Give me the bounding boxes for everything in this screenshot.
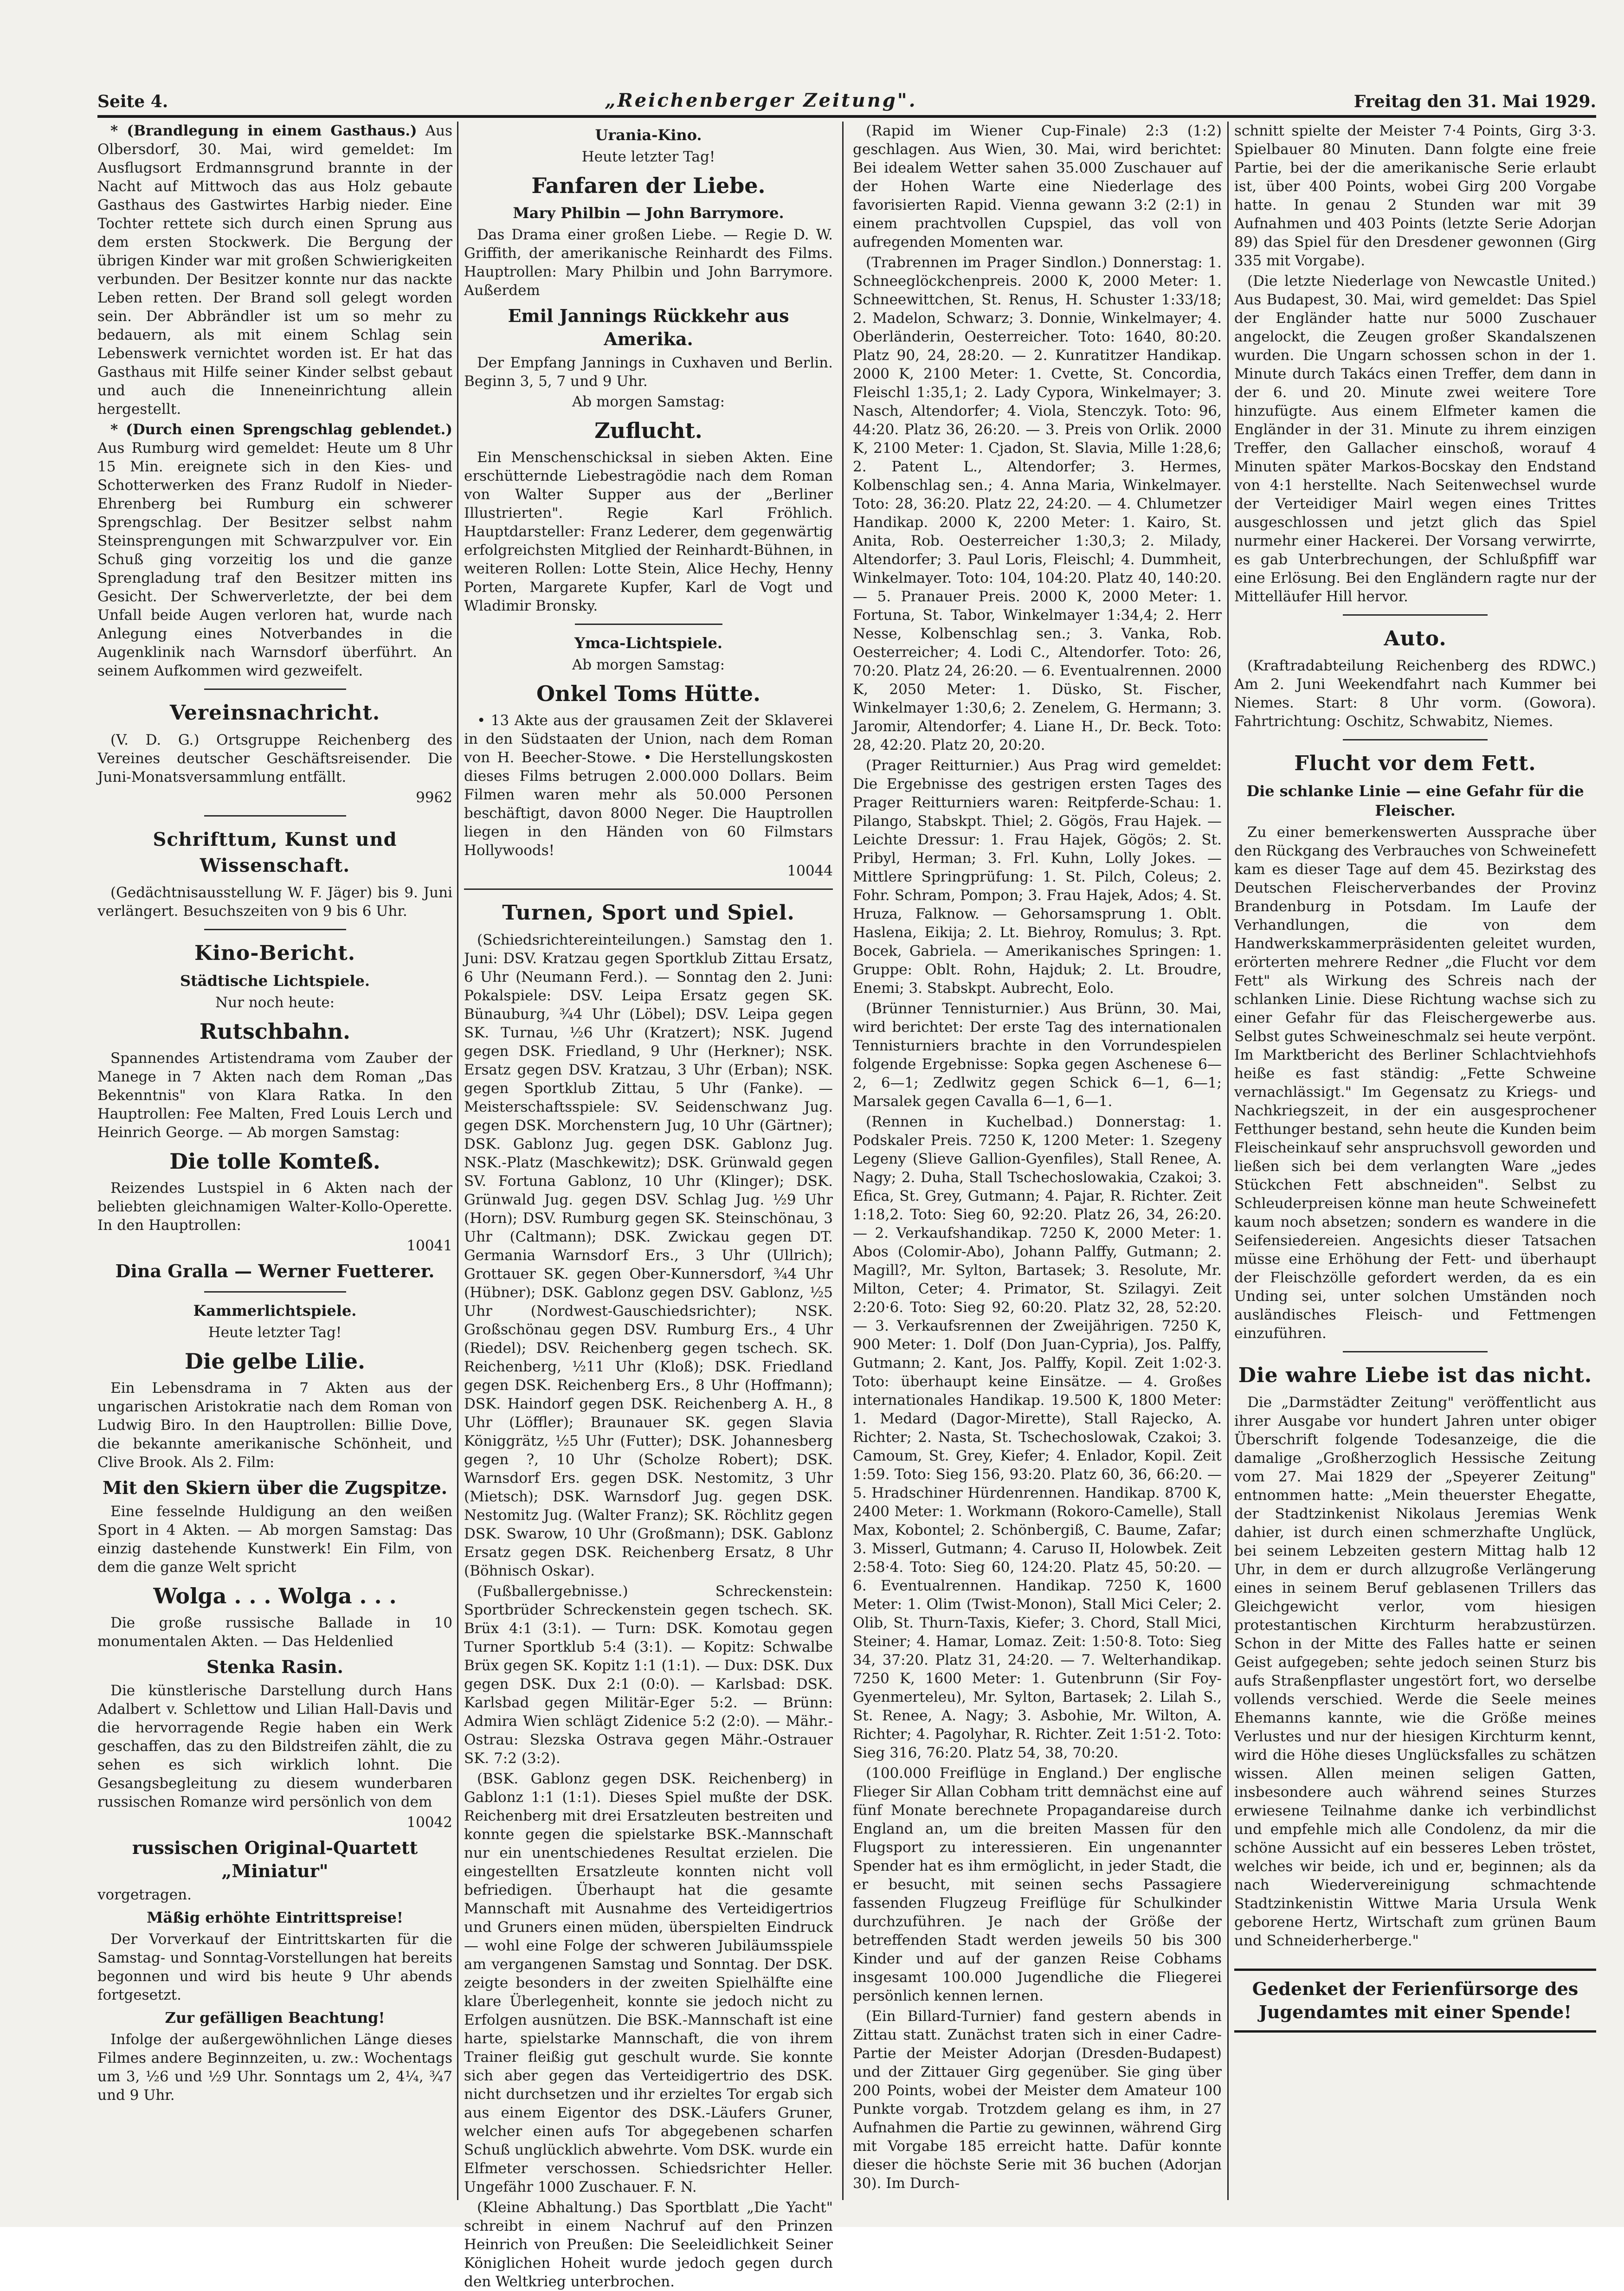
notice: Ab morgen Samstag: xyxy=(572,393,725,410)
film-title: Die gelbe Lilie. xyxy=(184,1349,366,1374)
section-heading-kino: Kino-Bericht. xyxy=(194,941,356,965)
article-kuchelbad: (Rennen in Kuchelbad.) Donnerstag: 1. Podskaler Preis. 7250 K, 1200 Meter: 1. Szegeny Legeny (Slieve Gallion-Gyenfiles), Stall Renee, A. Nagy; 2. Duha, Stall Tschechoslowakia, Czakoi; 3. Efica, St. Grey, Gutmann; 4. Pajar, R. Richter. Zeit 1:18,2. Toto: Sieg 60, 92:20. Platz 26, 34, 26:20. — 2. Verkaufshandikap. 7250 K, 2000 Meter: 1. Abos (Colomir-Abo), Johann Palffy, Gutmann; 2. Magill?, Mr. Sylton, Bartasek; 3. Resolute, Mr. Milton, Ceter; 4. Primator, St. Szilagyi. Zeit 2:20·6. Toto: Sieg 92, 60:20. Platz 32, 28, 52:20. — 3. Verkaufsrennen der Zweijährigen. 7250 K, 900 Meter: 1. Dolf (Don Juan-Cypria), Jos. Palffy, Gutmann; 2. Kant, Jos. Palffy, Kopil. Zeit 1:02·3. Toto: überhaupt keine Einsätze. — 4. Großes internationales Handikap. 19.500 K, 1800 Meter: 1. Medard (Dagor-Mirette), Stall Rajecko, A. Richter; 2. Nasta, St. Tschechoslowak, Czakoi; 3. Camoum, St. Grey, Kiefer; 4. Enlador, Kopil. Zeit 1:59. Toto: Sieg 156, 93:20. Platz 60, 36, 66:20. — 5. Hradschiner Hürdenrennen. Handikap. 8700 K, 2400 Meter: 1. Workmann (Rokoro-Camelle), Stall Max, Kobontel; 2. Schönbergiß, C. Baume, Zafar; 3. Misserl, Gutmann; 4. Caruso II, Holowbek. Zeit 2:58·4. Toto: Sieg 60, 124:20. Platz 45, 50:20. — 6. Eventualrennen. Handikap. 7250 K, 1600 Meter: 1. Olim (Twist-Monon), Stall Mici Celer; 2. Olib, St. Thurn-Taxis, Kiefer; 3. Chord, Stall Mici, Steiner; 4. Hamar, Lomaz. Zeit: 1:50·8. Toto: Sieg 34, 37:20. Platz 31, 24:20. — 7. Welterhandikap. 7250 K, 1600 Meter: 1. Gutenbrunn (Sir Foy-Gyenmerteleu), Mr. Sylton, Bartasek; 2. Lilah S., St. Renee, A. Nagy; 3. Asbohie, Mr. Wilton, A. Richter; 4. Pagolyhar, R. Richter. Zeit 1:51·2. Toto: Sieg 316, 76:20. Platz 54, 38, 70:20. xyxy=(853,1113,1222,1761)
film-description: Der Empfang Jannings in Cuxhaven und Berlin. Beginn 3, 5, 7 und 9 Uhr. xyxy=(464,354,833,390)
article-reitturnier: (Prager Reitturnier.) Aus Prag wird gemeldet: Die Ergebnisse des gestrigen ersten Tages des Prager Reitturniers waren: Reitpferde-Schau: 1. Pilango, Stabskpt. Thiel; 2. Gögös, Frau Hajek. — Leichte Dressur: 1. Frau Hajek, Gögös; 2. St. Pribyl, Herman; 3. Frl. Kuhn, Lolly Jokes. — Mittlere Springprüfung: 1. St. Pilch, Coleus; 2. Fohr. Schram, Pompon; 3. Frau Hajek, Ados; 4. St. Hruza, Falknow. — Gehorsamsprung 1. Oblt. Haslena, Eikija; 2. Lt. Biehroy, Romulus; 3. Rpt. Bocek, Gabriela. — Amerikanisches Springen: 1. Gruppe: Oblt. Rohn, Hajduk; 2. Lt. Broudre, Enemi; 3. Stabskpt. Aubrecht, Eolo. xyxy=(853,757,1222,997)
ad-number: 9962 xyxy=(416,789,452,806)
film-description: Die große russische Ballade in 10 monumentalen Akten. — Das Heldenlied xyxy=(97,1615,452,1650)
showtimes-text: Infolge der außergewöhnlichen Länge dieses Filmes andere Beginnzeiten, u. zw.: Wochentags um 3, ½6 und ½9 Uhr. Sonntags um 2, 4¼, ¾7 und 9 Uhr. xyxy=(97,2031,452,2104)
article-kleine-abhaltung: (Kleine Abhaltung.) Das Sportblatt „Die Yacht" schreibt in einem Nachruf auf den Prinzen Heinrich von Preußen: Die Seeleidlichkeit Seiner Königlichen Hoheit wurde jedoch gegen durch den Weltkrieg unterbrochen. xyxy=(464,2199,833,2290)
film-description: Ein Lebensdrama in 7 Akten aus der ungarischen Aristokratie nach dem Roman von Ludwig Biro. In den Hauptrollen: Billie Dove, die bekannte amerikanische Schönheit, und Clive Brook. Als 2. Film: xyxy=(97,1380,452,1471)
section-heading-sport: Turnen, Sport und Spiel. xyxy=(502,901,795,925)
cinema-name: Kammerlichtspiele. xyxy=(193,1302,357,1319)
column-4 xyxy=(1234,122,1596,2200)
article-auto: (Kraftradabteilung Reichenberg des RDWC.) Am 2. Juni Weekendfahrt nach Kummer bei Niemes. Start: 8 Uhr vorm. (Gowora). Fahrtrichtung: Oschitz, Schwabitz, Niemes. xyxy=(1234,657,1596,730)
divider xyxy=(575,624,722,625)
film-title: Mit den Skiern über die Zugspitze. xyxy=(102,1477,448,1498)
article-billard: (Ein Billard-Turnier) fand gestern abends in Zittau statt. Zunächst traten sich in einer Cadre-Partie der Meister Adorjan (Dresden-Budapest) und der Zittauer Girg gegenüber. Sie ging über 200 Points, wobei der Meister dem Amateur 100 Punkte vorgab. Trotzdem gelang es ihm, in 27 Aufnahmen die Partie zu gewinnen, während Girg mit Vorgabe 185 erreicht hatte. Dafür konnte dieser die höchste Serie mit 36 buchen (Adorjan 30). Im Durch- xyxy=(853,2008,1222,2192)
column-rule xyxy=(842,122,844,2200)
issue-date: Freitag den 31. Mai 1929. xyxy=(1353,92,1596,111)
verein-text: (V. D. G.) Ortsgruppe Reichenberg des Vereines deutscher Geschäftsreisender. Die Juni-Monatsversammlung entfällt. xyxy=(97,732,452,785)
article-bsk-gablonz: (BSK. Gablonz gegen DSK. Reichenberg) in Gablonz 1:1 (1:1). Dieses Spiel mußte der DSK. Reichenberg mit drei Ersatzleuten bestreiten und konnte gegen die spielstarke BSK.-Mannschaft nur ein unentschiedenes Resultat erzielen. Die eingestellten Ersatzleute konnten nicht voll befriedigen. Überhaupt hat die gesamte Mannschaft mit Ausnahme des Verteidigertrios und Gruners einen müden, überspielten Eindruck — wohl eine Folge der schweren Jubiläumsspiele am vergangenen Samstag und Sonntag. Der DSK. zeigte besonders in der zweiten Spielhälfte eine klare Überlegenheit, konnte sie jedoch nicht zu Erfolgen ausnützen. Die BSK.-Mannschaft ist eine harte, spielstarke Mannschaft, die von ihrem Trainer fleißig gut geschult wurde. Sie konnte sich aber gegen das Verteidigertrio des DSK. nicht durchsetzen und ihr erzieltes Tor ergab sich aus einem Eigentor des DSK.-Läufers Gruner, welcher einen aufs Tor abgegebenen scharfen Schuß unglücklich abwehrte. Vom DSK. wurde ein Elfmeter verschossen. Schiedsrichter Heller. Ungefähr 1000 Zuschauer. F. N. xyxy=(464,1770,833,2195)
notice: Heute letzter Tag! xyxy=(581,148,715,165)
film-description: • 13 Akte aus der grausamen Zeit der Sklaverei in den Südstaaten der Union, nach dem Roman von H. Beecher-Stowe. • Die Herstellungskosten dieses Films betrugen 2.000.000 Dollars. Beim Filmen waren mehr als 50.000 Personen beschäftigt, davon 8000 Neger. Die Hauptrollen liegen in den Händen von 60 Filmstars Hollywoods! xyxy=(464,712,833,859)
cinema-name: Ymca-Lichtspiele. xyxy=(574,634,722,652)
ad-number: 10044 xyxy=(787,862,833,879)
divider xyxy=(1343,1351,1488,1352)
film-description: Spannendes Artistendrama vom Zauber der Manege in 7 Akten nach dem Roman „Das Bekenntnis" von Klara Ratka. In den Hauptrollen: Fee Malten, Fred Louis Lerch und Heinrich George. — Ab morgen Samstag: xyxy=(97,1050,452,1141)
article-flucht: Zu einer bemerkenswerten Aussprache über den Rückgang des Verbrauches von Schweinefett kam es dieser Tage auf dem 45. Bezirkstag des Deutschen Fleischerverbandes der Provinz Brandenburg in Potsdam. Im Laufe der Verhandlungen, die von dem Handwerkskammerpräsidenten geleitet wurden, erörterten mehrere Redner „die Flucht vor dem Fett" als Wirkung des Schreis nach der schlanken Linie. Diese Richtung wachse sich zu einer Gefahr für das Fleischergewerbe aus. Selbst gutes Schweineschmalz sei heute verpönt. Im Marktbericht des Berliner Schlachtviehhofs heiße es fast ständig: „Fette Schweine vernachlässigt." Im Gegensatz zu Kriegs- und Nachkriegszeit, in der ein ausgesprochener Fetthunger bestand, sehn heute die Kunden beim Fleischeinkauf sehr anspruchsvoll geworden und ließen sich bei dem verlangten Ware „jedes Stückchen Fett abschneiden". Selbst zu Schleuderpreisen könne man heute Schweinefett kaum noch absetzen; sondern es wandere in die Seifensiedereien. Angesichts dieser Tatsachen müsse eine Erhöhung der Fett- und überhaupt der Fleischzölle gefordert werden, da es ein Unding sei, unter solchen Umständen noch ausländisches Fleisch- und Fettmengen einzuführen. xyxy=(1234,824,1596,1342)
section-heading-schrifttum: Schrifttum, Kunst und Wissenschaft. xyxy=(153,829,397,876)
article-schiedsrichter: (Schiedsrichtereinteilungen.) Samstag den 1. Juni: DSV. Kratzau gegen Sportklub Zittau Ersatz, 6 Uhr (Neumann Ferd.). — Sonntag den 2. Juni: Pokalspiele: DSV. Leipa Ersatz gegen SK. Bünauburg, ¾4 Uhr (Löbel); DSV. Leipa gegen SK. Turnau, ½6 Uhr (Kratzert); NSK. Jugend gegen DSK. Friedland, 9 Uhr (Herkner); NSK. Ersatz gegen DSV. Kratzau, 3 Uhr (Erban); NSK. gegen Sportklub Zittau, 5 Uhr (Fanke). — Meisterschaftsspiele: SV. Seidenschwanz Jug. gegen DSK. Morchenstern Jug, 10 Uhr (Gärtner); DSK. Gablonz Jug. gegen DSK. Gablonz Jug. NSK.-Platz (Maschkewitz); DSK. Grünwald gegen SV. Fortuna Gablonz, 10 Uhr (Klinger); DSK. Grünwald Jug. gegen DSV. Schlag Jug. ½9 Uhr (Horn); DSV. Rumburg gegen SK. Steinschönau, 3 Uhr (Caltmann); DSK. Zwickau gegen DT. Germania Warnsdorf Ers., 3 Uhr (Ullrich); Grottauer SK. gegen Ober-Kunnersdorf, ¾4 Uhr (Hübner); DSK. Gablonz gegen DSV. Gablonz, ½5 Uhr (Nordwest-Gauschiedsrichter); NSK. Großschönau gegen DSV. Rumburg Ers., 4 Uhr (Riedel); DSV. Reichenberg gegen tschech. SK. Reichenberg, ½11 Uhr (Kloß); DSK. Friedland gegen DSK. Reichenberg Ers., 8 Uhr (Hoffmann); DSK. Haindorf gegen DSK. Reichenberg A. H., 8 Uhr (Löffler); Braunauer SK. gegen Slavia Königgrätz, ½5 Uhr (Futter); DSK. Johannesberg gegen ?, 10 Uhr (Scholze Robert); DSK. Warnsdorf Ers. gegen DSK. Nestomitz, 3 Uhr (Mietsch); DSK. Warnsdorf Jug. gegen DSK. Nestomitz Jug. (Walter Franz); SK. Röchlitz gegen DSK. Swarow, 10 Uhr (Großmann); DSK. Gablonz Ersatz gegen DSK. Reichenberg Ersatz, 8 Uhr (Böhnisch Oskar). xyxy=(464,932,833,1579)
film-title: Fanfaren der Liebe. xyxy=(531,173,766,198)
divider xyxy=(204,929,346,930)
article-tennis: (Brünner Tennisturnier.) Aus Brünn, 30. Mai, wird berichtet: Der erste Tag des internationalen Tennisturniers brachte in den Vorrundespielen folgende Ergebnisse: Sopka gegen Aschenese 6—2, 6—1; Zedlwitz gegen Schick 6—1, 6—1; Marsalek gegen Cavalla 6—1, 6—1. xyxy=(853,1000,1222,1110)
divider xyxy=(204,815,346,817)
film-description: Die künstlerische Darstellung durch Hans Adalbert v. Schlettow und Lilian Hall-Davis und die hervorragende Regie haben ein Werk geschaffen, das zu den Bildstreifen zählt, die zu sehen es sich wirklich lohnt. Die Gesangsbegleitung zu diesem wunderbaren russischen Romanze wird persönlich von dem xyxy=(97,1682,452,1810)
article-sprengschlag: * (Durch einen Sprengschlag geblendet.) Aus Rumburg wird gemeldet: Heute um 8 Uhr 15 Min. ereignete sich in den Kies- und Schotterwerken des Franz Rudolf in Nieder-Ehrenberg bei Rumburg ein schwerer Sprengschlag. Der Besitzer selbst nahm Steinsprengungen mit Schwarzpulver vor. Ein Schuß ging vorzeitig los und die ganze Sprengladung traf den Besitzer mitten ins Gesicht. Der Schwerverletzte, der bei dem Unfall beide Augen verloren hat, wurde nach Anlegung eines Notverbandes in die Augenklinik nach Warnsdorf überführt. An seinem Aufkommen wird gezweifelt. xyxy=(97,421,452,679)
divider xyxy=(1343,739,1488,740)
article-heading-flucht: Flucht vor dem Fett. xyxy=(1294,752,1536,775)
film-title: Emil Jannings Rückkehr aus Amerika. xyxy=(508,305,789,349)
section-heading-verein: Vereinsnachricht. xyxy=(169,701,380,725)
notice: vorgetragen. xyxy=(97,1886,192,1903)
page-header xyxy=(97,79,1596,111)
divider xyxy=(204,689,346,690)
header-rule xyxy=(97,115,1596,118)
article-liebe: Die „Darmstädter Zeitung" veröffentlicht aus ihrer Ausgabe vor hundert Jahren unter obiger Überschrift folgende Todesanzeige, die die damalige „Großherzoglich Hessische Zeitung vom 27. Mai 1829 der „Speyerer Zeitung" entnommen hatte: „Mein theuerster Ehegatte, der Stadtzinkenist Nikolaus Jeremias Wenk dahier, ist durch einen schmerzhafte Unglück, bei seinem Lebzeiten gestern Mittag halb 12 Uhr, in dem er durch allzugroße Verlängerung eines in seinem Beruf geblasenen Trillers das Gleichgewicht verlor, vom hiesigen protestantischen Kirchturm herabzustürzen. Schon in der Mitte des Falles hatte er seinen Geist aufgegeben; sehte jedoch seinen Sturz bis aufs Straßenpflaster ungestört fort, wo derselbe vollends verschied. Werde die Seele meines Ehemanns kannte, wie die Größe meines Verlustes und nur der hiesigen Kirchturm kennt, wird die Höhe dieses Unglücksfalles zu schätzen wissen. Allen meinen seligen Gatten, insbesondere auch während seines Sturzes erwiesene Teilnahme danke ich verbindlichst und empfehle mich alle Condolenz, da mir die schöne Aussicht auf ein besseres Leben tröstet, welches wir beide, ich und er, beginnen; als da nach Wiedervereinigung schmachtende Stadtzinkenistin Wittwe Maria Ursula Wenk geborene Hertz, Wirtschaft zum grünen Baum und Schneiderherberge." xyxy=(1234,1394,1596,1949)
film-stars: Dina Gralla — Werner Fuetterer. xyxy=(115,1261,435,1281)
divider xyxy=(1343,614,1488,616)
page-number: Seite 4. xyxy=(97,92,168,111)
article-newcastle: (Die letzte Niederlage von Newcastle United.) Aus Budapest, 30. Mai, wird gemeldet: Das Spiel der Engländer hatte nur 5000 Zuschauer angelockt, die Zeugen großer Skandalszenen wurden. Die Ungarn schossen schon in der 1. Minute durch Takács einen Treffer, dem dann in der 6. und 20. Minute zwei weitere Tore hinzufügte. Aus einem Elfmeter kamen die Engländer in der 31. Minute zu ihrem einzigen Treffer, den Gallacher einschoß, worauf 4 Minuten später Markos-Bocskay den Endstand von 4:1 herstellte. Nach Seitenwechsel wurde der Verteidiger Mairl wegen eines Trittes ausgeschlossen und jetzt glich das Spiel nurmehr einer Hackerei. Der Vorsang verwirrte, es gab Unterbrechungen, der Schlußpfiff war eine Erlösung. Bei den Engländern ragte nur der Mittelläufer Hill hervor. xyxy=(1234,273,1596,605)
quartet-name: russischen Original-Quartett „Miniatur" xyxy=(132,1837,418,1881)
film-description: Eine fesselnde Huldigung an den weißen Sport in 4 Akten. — Ab morgen Samstag: Das einzig dastehende Kunstwerk! Ein Film, von dem die ganze Welt spricht xyxy=(97,1503,452,1576)
film-title: Wolga . . . Wolga . . . xyxy=(153,1583,397,1609)
cinema-name: Urania-Kino. xyxy=(595,126,702,144)
film-description: Das Drama einer großen Liebe. — Regie D. W. Griffith, der amerikanische Reinhardt des Films. Hauptrollen: Mary Philbin und John Barrymore. Außerdem xyxy=(464,226,833,299)
presale-text: Der Vorverkauf der Eintrittskarten für die Samstag- und Sonntag-Vorstellungen hat bereits begonnen und wird bis heute 9 Uhr abends fortgesetzt. xyxy=(97,1931,452,2003)
column-1 xyxy=(97,122,452,2200)
notice-heading: Zur gefälligen Beachtung! xyxy=(165,2009,385,2027)
appeal-box xyxy=(1234,1969,1596,2033)
article-trabrennen: (Trabrennen im Prager Sindlon.) Donnerstag: 1. Schneeglöckchenpreis. 2000 K, 2000 Meter: 1. Schneewittchen, St. Renus, H. Schuster 1:33/18; 2. Madelon, Schwarz; 3. Donnie, Winkelmayer; 4. Oberländerin, Oesterreicher. Toto: 1640, 80:20. Platz 90, 24, 28:20. — 2. Kunratitzer Handikap. 2000 K, 2100 Meter: 1. Cvette, St. Concordia, Fleischl 1:35,1; 2. Lady Cypora, Winkelmayer; 3. Nasch, Altendorfer; 4. Viola, Stenczyk. Toto: 96, 44:20. Platz 36, 26:20. — 3. Preis von Orlik. 2000 K, 2100 Meter: 1. Cjadon, St. Slavia, Mille 1:28,6; 2. Patent L., Altendorfer; 3. Hermes, Kolbenschlag sen.; 4. Anna Maria, Winkelmayer. Toto: 28, 36:20. Platz 22, 24:20. — 4. Chlumetzer Handikap. 2000 K, 2200 Meter: 1. Kairo, St. Anita, Rob. Oesterreicher 1:30,3; 2. Milady, Altendorfer; 3. Paul Loris, Fleischl; 4. Dummheit, Winkelmayer. Toto: 104, 104:20. Platz 40, 140:20. — 5. Pranauer Preis. 2000 K, 2000 Meter: 1. Fortuna, St. Tabor, Winkelmayer 1:34,4; 2. Herr Nesse, Kolbenschlag sen.; 3. Vanka, Rob. Oesterreicher; 4. Lodi C., Altendorfer. Toto: 26, 70:20. Platz 24, 26:20. — 6. Eventualrennen. 2000 K, 2050 Meter: 1. Düsko, St. Fischer, Winkelmayer 1:30,6; 2. Zenelem, G. Hermann; 3. Jaromir, Altendorfer; 4. Liane H., Dr. Beck. Toto: 28, 42:20. Platz 20, 20:20. xyxy=(853,254,1222,753)
ad-number: 10041 xyxy=(406,1237,452,1254)
divider xyxy=(464,888,833,890)
notice: Heute letzter Tag! xyxy=(208,1324,342,1341)
divider xyxy=(204,1291,346,1293)
film-title: Stenka Rasin. xyxy=(206,1656,343,1677)
notice: Nur noch heute: xyxy=(215,994,335,1011)
article-brandlegung: * (Brandlegung in einem Gasthaus.) Aus Olbersdorf, 30. Mai, wird gemeldet: Im Ausflugsort Erdmannsgrund brannte in der Nacht auf Mittwoch das aus Holz gebaute Gasthaus des Gastwirtes Harbig nieder. Eine Tochter rettete sich durch einen Sprung aus dem ersten Stockwerk. Die Bergung der übrigen Kinder war mit großen Schwierigkeiten verbunden. Der Besitzer konnte nur das nackte Leben retten. Der Brand soll gelegt worden sein. Der Abbrändler ist um so mehr zu bedauern, als mit einem Schlag sein Lebenswerk vernichtet worden ist. Er hat das Gasthaus mit Hilfe seiner Kinder selbst gebaut und auch die Inneneinrichtung allein hergestellt. xyxy=(97,122,452,418)
article-rapid: (Rapid im Wiener Cup-Finale) 2:3 (1:2) geschlagen. Aus Wien, 30. Mai, wird berichtet: Bei idealem Wetter sahen 35.000 Zuschauer auf der Hohen Warte eine Niederlage des favorisierten Rapid. Vienna gewann 3:2 (2:1) in einem prachtvollen Cupspiel, das voll von aufregenden Momenten war. xyxy=(853,122,1222,251)
notice: Ab morgen Samstag: xyxy=(572,656,725,673)
column-3 xyxy=(853,122,1222,2200)
column-rule xyxy=(457,122,458,2200)
film-title: Onkel Toms Hütte. xyxy=(536,681,761,706)
article-freifluege: (100.000 Freiflüge in England.) Der englische Flieger Sir Allan Cobham tritt demnächst eine auf fünf Monate berechnete Propagandareise durch England an, um die breiten Massen für den Flugsport zu interessieren. Ein ungenannter Spender hat es ihm ermöglicht, in jeder Stadt, die er besucht, mit seinen sechs Passagiere fassenden Flugzeug Freiflüge für Schulkinder durchzuführen. Je nach der Größe der betreffenden Stadt werden jeweils 50 bis 300 Kinder und auf der ganzen Reise Cobhams insgesamt 100.000 Jugendliche die Fliegerei persönlich kennen lernen. xyxy=(853,1765,1222,2004)
appeal-text: Gedenket der Ferienfürsorge des Jugendamtes mit einer Spende! xyxy=(1252,1978,1579,2022)
film-description: Ein Menschenschicksal in sieben Akten. Eine erschütternde Liebestragödie nach dem Roman von Walter Supper aus der „Berliner Illustrierten". Regie Karl Fröhlich. Hauptdarsteller: Franz Lederer, dem gegenwärtig erfolgreichsten Mitglied der Reinhardt-Bühnen, in weiteren Rollen: Lotte Stein, Alice Hechy, Henny Porten, Margarete Kupfer, Karl de Vogt und Wladimir Bronsky. xyxy=(464,449,833,614)
column-rule xyxy=(1227,122,1229,2200)
article-billard-cont: schnitt spielte der Meister 7·4 Points, Girg 3·3. Spielbauer 80 Minuten. Dann folgte eine freie Partie, bei der die amerikanische Serie erlaubt ist, über 400 Points, wobei Girg 200 Vorgabe hatte. In genau 2 Stunden war mit 39 Aufnahmen und 403 Points (letzte Serie Adorjan 89) das Spiel für den Dresdener gewonnen (Girg 335 mit Vorgabe). xyxy=(1234,122,1596,269)
film-description: Reizendes Lustspiel in 6 Akten nach der beliebten gleichnamigen Walter-Kollo-Operette. In den Hauptrollen: xyxy=(97,1180,452,1234)
notice-heading: Mäßig erhöhte Eintrittspreise! xyxy=(147,1909,403,1926)
article-fussball: (Fußballergebnisse.) Schreckenstein: Sportbrüder Schreckenstein gegen tschech. SK. Brüx 4:1 (3:1). — Turn: DSK. Komotau gegen Turner Sportklub 5:4 (3:1). — Kopitz: Schwalbe Brüx gegen SK. Kopitz 1:1 (1:1). — Dux: DSK. Dux gegen DSK. Dux 2:1 (0:0). — Karlsbad: DSK. Karlsbad gegen Militär-Eger 5:2. — Brünn: Admira Wien schlägt Zidenice 5:2 (2:0). — Mähr.-Ostrau: Slezska Ostrava gegen Mähr.-Ostrauer SK. 7:2 (3:2). xyxy=(464,1583,833,1767)
cinema-name: Städtische Lichtspiele. xyxy=(180,972,370,990)
film-cast: Mary Philbin — John Barrymore. xyxy=(513,204,784,222)
film-title: Rutschbahn. xyxy=(199,1019,351,1044)
schrifttum-text: (Gedächtnisausstellung W. F. Jäger) bis 9. Juni verlängert. Besuchszeiten von 9 bis 6 Uhr. xyxy=(97,884,452,920)
column-2 xyxy=(464,122,833,2290)
article-heading-liebe: Die wahre Liebe ist das nicht. xyxy=(1238,1364,1592,1387)
film-title: Zuflucht. xyxy=(594,418,702,443)
ad-number: 10042 xyxy=(406,1814,452,1831)
section-heading-auto: Auto. xyxy=(1384,627,1447,650)
newspaper-title: „Reichenberger Zeitung". xyxy=(605,90,917,111)
film-title: Die tolle Komteß. xyxy=(169,1149,380,1174)
article-subheading: Die schlanke Linie — eine Gefahr für die Fleischer. xyxy=(1246,782,1584,819)
